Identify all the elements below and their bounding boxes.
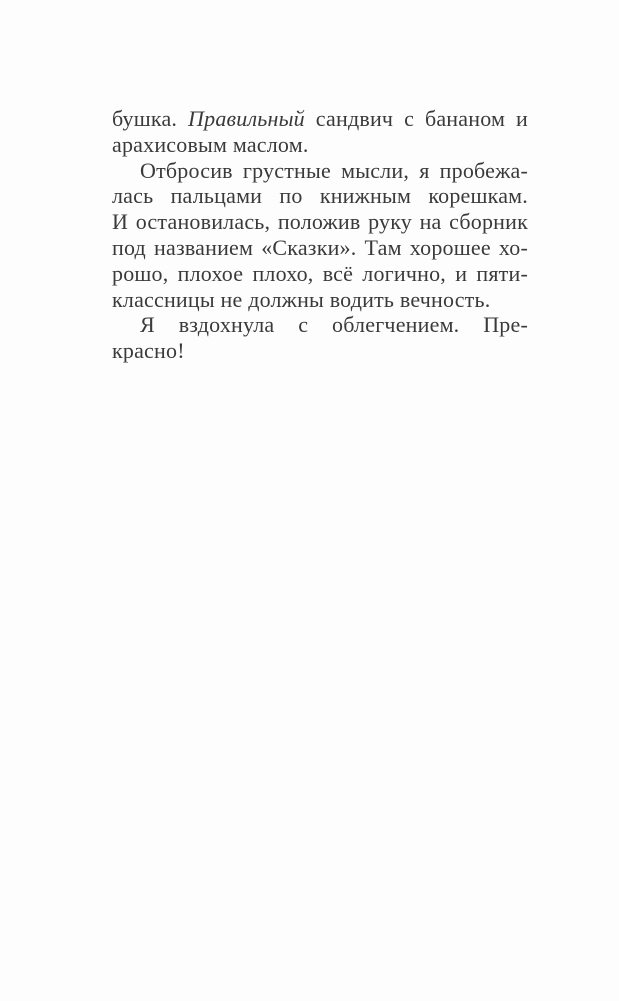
text-segment: Я вздохнула с облегчением. Пре-	[140, 312, 528, 338]
paragraph	[112, 312, 528, 364]
text-line	[112, 261, 528, 287]
text-segment: сандвич с бананом и	[304, 106, 528, 131]
text-line	[112, 235, 528, 261]
text-segment: красно!	[112, 338, 185, 364]
text-line	[112, 209, 528, 235]
text-segment: рошо, плохое плохо, всё логично, и пяти-	[112, 260, 528, 286]
text-segment: классницы не должны водить вечность.	[112, 286, 491, 312]
text-segment: И остановилась, положив руку на сборник	[112, 209, 528, 235]
text-segment: под названием «Сказки». Там хорошее хо-	[112, 234, 528, 260]
text-line	[112, 132, 528, 158]
text-segment: лась пальцами по книжным корешкам.	[112, 183, 528, 209]
text-line	[112, 183, 528, 209]
text-line	[112, 106, 528, 132]
text-segment: Отбросив грустные мысли, я пробежа-	[140, 157, 528, 183]
page-text-block	[112, 106, 528, 364]
text-line	[112, 158, 528, 184]
text-segment: бушка.	[112, 106, 189, 131]
text-line	[112, 312, 528, 338]
text-line	[112, 338, 528, 364]
text-line	[112, 287, 528, 313]
paragraph	[112, 106, 528, 158]
text-segment-italic: Правильный	[188, 106, 305, 131]
paragraph	[112, 158, 528, 313]
text-segment: арахисовым маслом.	[112, 131, 309, 157]
